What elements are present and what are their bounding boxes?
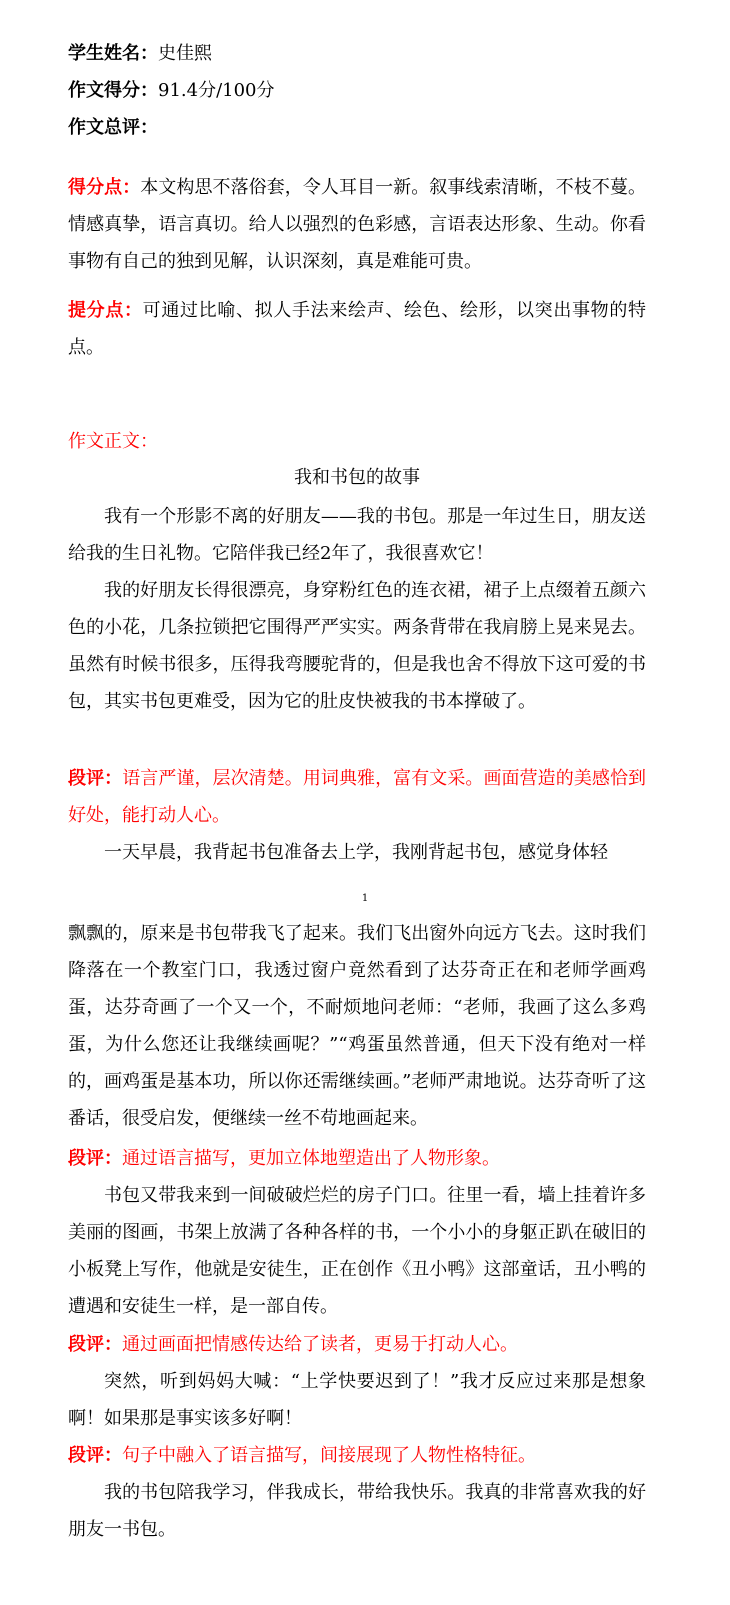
- paragraph-comment-4: [68, 1437, 646, 1474]
- paragraph-comment-3-label: 段评：: [68, 1334, 122, 1355]
- paragraph-comment-3-text: 通过画面把情感传达给了读者，更易于打动人心。: [122, 1334, 518, 1355]
- essay-paragraph-4: 书包又带我来到一间破破烂烂的房子门口。往里一看，墙上挂着许多美丽的图画，书架上放满了各种各样的书，一个小小的身躯正趴在破旧的小板凳上写作，他就是安徒生，正在创作《丑小鸭》这部童话，丑小鸭的遭遇和安徒生一样，是一部自传。: [68, 1185, 646, 1317]
- improve-text: 可通过比喻、拟人手法来绘声、绘色、绘形，以突出事物的特点。: [68, 300, 647, 358]
- essay-paragraph-1: 我有一个形影不离的好朋友——我的书包。那是一年过生日，朋友送给我的生日礼物。它陪伴我已经2年了，我很喜欢它！: [68, 506, 646, 564]
- paragraph-comment-1-text: 语言严谨，层次清楚。用词典雅，富有文采。画面营造的美感恰到好处，能打动人心。: [68, 768, 647, 826]
- improve-paragraph: [68, 292, 646, 366]
- paragraph-comment-2-text: 通过语言描写，更加立体地塑造出了人物形象。: [122, 1148, 500, 1169]
- essay-paragraph-3-continued: 飘飘的，原来是书包带我飞了起来。我们飞出窗外向远方飞去。这时我们降落在一个教室门口，我透过窗户竟然看到了达芬奇正在和老师学画鸡蛋，达芬奇画了一个又一个，不耐烦地问老师：“老师，我画了这么多鸡蛋，为什么您还让我继续画呢？”“鸡蛋虽然普通，但天下没有绝对一样的，画鸡蛋是基本功，所以你还需继续画。”老师严肃地说。达芬奇听了这番话，很受启发，便继续一丝不苟地画起来。: [68, 923, 646, 1129]
- strengths-paragraph: [68, 169, 646, 280]
- essay-paragraph-6: 我的书包陪我学习，伴我成长，带给我快乐。我真的非常喜欢我的好朋友一书包。: [68, 1482, 646, 1540]
- score-value: 91.4分/100分: [158, 80, 275, 101]
- paragraph-comment-4-label: 段评：: [68, 1445, 122, 1466]
- paragraph-comment-4-text: 句子中融入了语言描写，间接展现了人物性格特征。: [122, 1445, 536, 1466]
- essay-title: 我和书包的故事: [294, 467, 420, 488]
- essay-paragraph-3-start: 一天早晨，我背起书包准备去上学，我刚背起书包，感觉身体轻: [104, 842, 608, 863]
- essay-paragraph-2: 我的好朋友长得很漂亮，身穿粉红色的连衣裙，裙子上点缀着五颜六色的小花，几条拉锁把它围得严严实实。两条背带在我肩膀上晃来晃去。虽然有时候书很多，压得我弯腰驼背的，但是我也舍不得放下这可爱的书包，其实书包更难受，因为它的肚皮快被我的书本撑破了。: [68, 580, 646, 712]
- essay-section-label: 作文正文：: [68, 431, 158, 452]
- name-label: 学生姓名：: [68, 43, 158, 64]
- essay-paragraph-5: 突然，听到妈妈大喊：“上学快要迟到了！”我才反应过来那是想象啊！如果那是事实该多好啊！: [68, 1371, 646, 1429]
- strengths-label: 得分点：: [68, 177, 141, 198]
- student-name-line: [68, 43, 646, 65]
- paragraph-comment-1: [68, 760, 646, 834]
- paragraph-comment-1-label: 段评：: [68, 768, 123, 789]
- paragraph-comment-2-label: 段评：: [68, 1148, 122, 1169]
- page-number: 1: [361, 893, 369, 904]
- strengths-text: 本文构思不落俗套，令人耳目一新。叙事线索清晰，不枝不蔓。情感真挚，语言真切。给人以强烈的色彩感，言语表达形象、生动。你看事物有自己的独到见解，认识深刻，真是难能可贵。: [68, 177, 647, 272]
- score-label: 作文得分：: [68, 80, 158, 101]
- paragraph-comment-2: [68, 1140, 646, 1177]
- improve-label: 提分点：: [68, 300, 143, 321]
- overall-comment-label: 作文总评：: [68, 117, 158, 138]
- name-value: 史佳熙: [158, 43, 212, 64]
- score-line: [68, 80, 646, 102]
- paragraph-comment-3: [68, 1326, 646, 1363]
